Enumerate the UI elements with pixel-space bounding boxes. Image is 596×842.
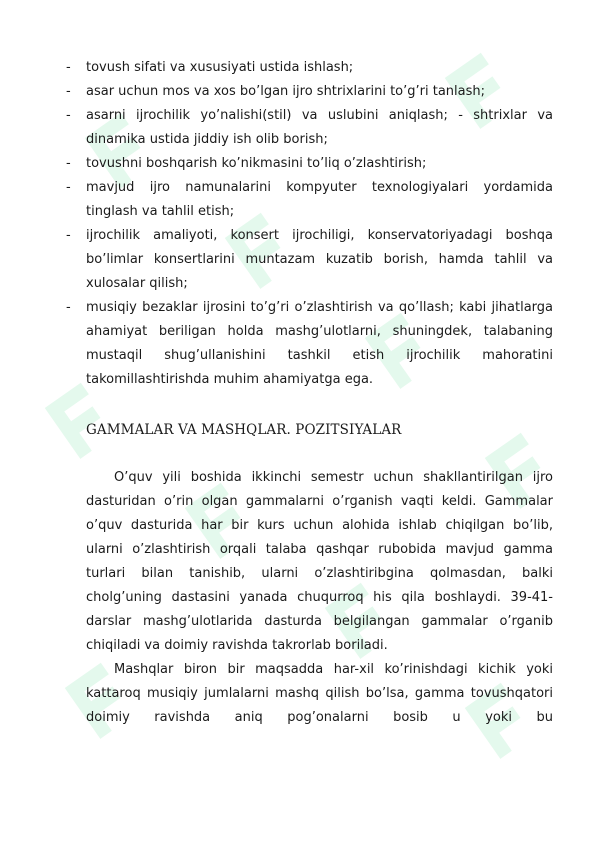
list-item — [66, 56, 553, 80]
body-paragraph: Mashqlar biron bir maqsadda har-xil ko’rinishdagi kichik yoki kattaroq musiqiy jumlalarni mashq qilish bo’lsa, gamma tovushqatori doimiy ravishda aniq pog’onalarni bosib u yoki bu — [86, 662, 553, 725]
bullet-dash: - — [66, 228, 71, 243]
section-heading: GAMMALAR VA MASHQLAR. POZITSIYALAR — [86, 422, 402, 438]
list-item-text: ijrochilik amaliyoti, konsert ijrochiligi, konservatoriyadagi boshqa bo’limlar konsertlarini muntazam kuzatib borish, hamda tahlil va xulosalar qilish; — [86, 228, 553, 291]
list-item-text: mavjud ijro namunalarini kompyuter texnologiyalari yordamida tinglash va tahlil etish; — [86, 180, 553, 219]
list-item — [66, 104, 553, 152]
list-item-text: asarni ijrochilik yo’nalishi(stil) va uslubini aniqlash; - shtrixlar va dinamika ustida jiddiy ish olib borish; — [86, 108, 553, 147]
list-item-text: tovushni boshqarish ko’nikmasini to’liq o’zlashtirish; — [86, 156, 427, 171]
document-page — [66, 56, 553, 730]
bullet-dash: - — [66, 300, 71, 315]
list-item — [66, 152, 553, 176]
list-item — [66, 176, 553, 224]
bullet-list — [66, 56, 553, 392]
list-item-text: tovush sifati va xususiyati ustida ishlash; — [86, 60, 354, 75]
bullet-dash: - — [66, 60, 71, 75]
list-item-text: asar uchun mos va xos bo’lgan ijro shtrixlarini to’g’ri tanlash; — [86, 84, 486, 99]
bullet-dash: - — [66, 84, 71, 99]
list-item — [66, 80, 553, 104]
body-paragraph: O’quv yili boshida ikkinchi semestr uchun shakllantirilgan ijro dasturidan o’rin olgan gammalarni o’rganish vaqti keldi. Gammalar o’quv dasturida har bir kurs uchun alohida ishlab chiqilgan bo’lib, ularni o’zlashtirish orqali talaba qashqar rubobida mavjud gamma turlari bilan tanishib, ularni o’zlashtiribgina qolmasdan, balki cholg’uning dastasini yanada chuqurroq his qila boshlaydi. 39-41-darslar mashg’ulotlarida dasturda belgilangan gammalar o’rganib chiqiladi va doimiy ravishda takrorlab boriladi. — [86, 470, 553, 653]
bullet-dash: - — [66, 108, 71, 123]
list-item-text: musiqiy bezaklar ijrosini to’g’ri o’zlashtirish va qo’llash; kabi jihatlarga ahamiyat beriligan holda mashg’ulotlarni, shuningdek, talabaning mustaqil shug’ullanishini tashkil etish ijrochilik mahoratini takomillashtirishda muhim ahamiyatga ega. — [86, 300, 553, 387]
list-item — [66, 224, 553, 296]
bullet-dash: - — [66, 156, 71, 171]
bullet-dash: - — [66, 180, 71, 195]
list-item — [66, 296, 553, 392]
